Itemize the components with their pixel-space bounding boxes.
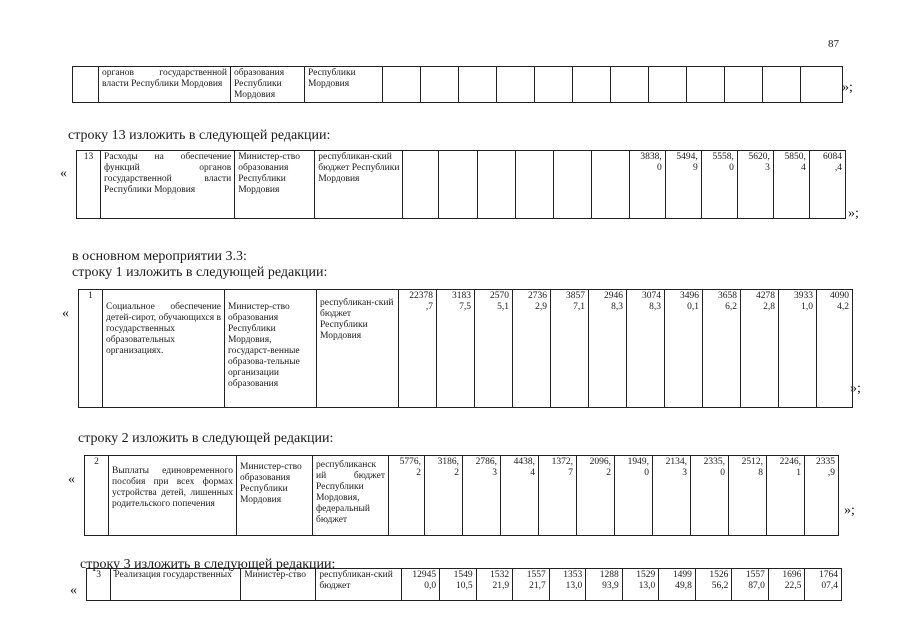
row3-value: 12945 0,0 xyxy=(401,569,440,601)
row1-value: 3658 6,2 xyxy=(703,290,741,408)
row1-value: 3857 7,1 xyxy=(551,290,589,408)
row1-num: 1 xyxy=(79,290,103,408)
row13-value xyxy=(477,151,515,219)
row3-value: 1288 93,9 xyxy=(586,569,623,601)
row2-name: Выплаты единовременного пособия при всех формах устройства детей, лишенных родительского попечения xyxy=(109,456,237,536)
row2-value: 1372, 7 xyxy=(539,456,577,536)
row2-value: 1949, 0 xyxy=(615,456,653,536)
row2-num: 2 xyxy=(85,456,109,536)
row3-value: 1532 21,9 xyxy=(476,569,513,601)
row2-value: 5776, 2 xyxy=(389,456,425,536)
row13-value: 3838, 0 xyxy=(629,151,665,219)
row3-value: 1526 56,2 xyxy=(695,569,732,601)
row3-num: 3 xyxy=(87,569,111,601)
row2-value: 4438, 4 xyxy=(501,456,539,536)
row13-value: 5558, 0 xyxy=(701,151,737,219)
opening-quote: « xyxy=(62,306,69,321)
row3-value: 1557 87,0 xyxy=(732,569,769,601)
row2-value: 2786, 3 xyxy=(463,456,501,536)
heading-row2: строку 2 изложить в следующей редакции: xyxy=(78,431,334,446)
table-continuation xyxy=(72,66,843,103)
heading-row13: строку 13 изложить в следующей редакции: xyxy=(68,128,331,143)
row1-value: 3496 0,1 xyxy=(665,290,703,408)
table-row1 xyxy=(78,289,853,408)
row13-value xyxy=(439,151,477,219)
row3-value: 1499 49,8 xyxy=(659,569,696,601)
row2-value: 2246, 1 xyxy=(767,456,805,536)
row13-executor: Министер-ство образования Республики Мордовия xyxy=(235,151,315,219)
row1-value: 2946 8,3 xyxy=(589,290,627,408)
cell-name: органов государственной власти Республики Мордовия xyxy=(99,67,231,103)
heading-measure: в основном мероприятии 3.3: xyxy=(72,249,247,264)
closing-quote: »; xyxy=(850,381,861,396)
row1-value: 2570 5,1 xyxy=(475,290,513,408)
opening-quote: « xyxy=(70,583,77,598)
row13-source: республикан-ский бюджет Республики Мордовия xyxy=(315,151,403,219)
closing-quote: »; xyxy=(844,503,855,518)
row13-value xyxy=(403,151,439,219)
row1-value: 3183 7,5 xyxy=(437,290,475,408)
row2-value: 2335, 0 xyxy=(691,456,729,536)
table-row13 xyxy=(76,150,846,219)
opening-quote: « xyxy=(60,166,67,181)
table-row2 xyxy=(84,455,839,536)
cell-source: Республики Мордовия xyxy=(305,67,383,103)
row3-value: 1549 10,5 xyxy=(440,569,477,601)
row2-value: 2134, 3 xyxy=(653,456,691,536)
row1-value: 3074 8,3 xyxy=(627,290,665,408)
row13-value: 5850, 4 xyxy=(773,151,809,219)
closing-quote: »; xyxy=(842,80,853,95)
row3-value: 1696 22,5 xyxy=(768,569,805,601)
row13-value: 5494, 9 xyxy=(665,151,701,219)
row1-value: 4278 2,8 xyxy=(741,290,779,408)
row13-name: Расходы на обеспечение функций органов государственной власти Республики Мордовия xyxy=(101,151,235,219)
closing-quote: »; xyxy=(848,206,859,221)
row3-executor: Министер-ство xyxy=(241,569,316,601)
cell-executor: образования Республики Мордовия xyxy=(231,67,305,103)
row13-value: 6084 ,4 xyxy=(809,151,845,219)
heading-row3: строку 3 изложить в следующей редакции: xyxy=(80,557,336,572)
row2-value: 3186, 2 xyxy=(425,456,463,536)
row3-value: 1529 13,0 xyxy=(622,569,659,601)
row1-executor: Министер-ство образования Республики Мордовия, государст-венные образова-тельные организации образования xyxy=(225,290,317,408)
row2-source: республиканск ий бюджет Республики Мордовия, федеральный бюджет xyxy=(313,456,389,536)
row3-value: 1764 07,4 xyxy=(805,569,842,601)
row3-name: Реализация государственных xyxy=(111,569,241,601)
row13-value xyxy=(591,151,629,219)
row1-value: 2736 2,9 xyxy=(513,290,551,408)
row1-name: Социальное обеспечение детей-сирот, обучающихся в государственных образовательных организациях. xyxy=(103,290,225,408)
row3-value: 1353 13,0 xyxy=(549,569,586,601)
row3-value: 1557 21,7 xyxy=(513,569,550,601)
row13-value xyxy=(553,151,591,219)
row13-num: 13 xyxy=(77,151,101,219)
row2-value: 2512, 8 xyxy=(729,456,767,536)
table-row3 xyxy=(86,568,842,601)
row1-value: 22378 ,7 xyxy=(399,290,437,408)
row2-executor: Министер-ство образования Республики Мордовия xyxy=(237,456,313,536)
row3-source: республикан-ский бюджет xyxy=(316,569,401,601)
page-number: 87 xyxy=(828,38,839,50)
cell-num xyxy=(73,67,99,103)
row1-value: 4090 4,2 xyxy=(817,290,853,408)
row2-value: 2096, 2 xyxy=(577,456,615,536)
heading-row1: строку 1 изложить в следующей редакции: xyxy=(72,265,328,280)
row1-source: республикан-ский бюджет Республики Мордовия xyxy=(317,290,399,408)
opening-quote: « xyxy=(68,472,75,487)
row13-value xyxy=(515,151,553,219)
row2-value: 2335 ,9 xyxy=(805,456,839,536)
row1-value: 3933 1,0 xyxy=(779,290,817,408)
row13-value: 5620, 3 xyxy=(737,151,773,219)
